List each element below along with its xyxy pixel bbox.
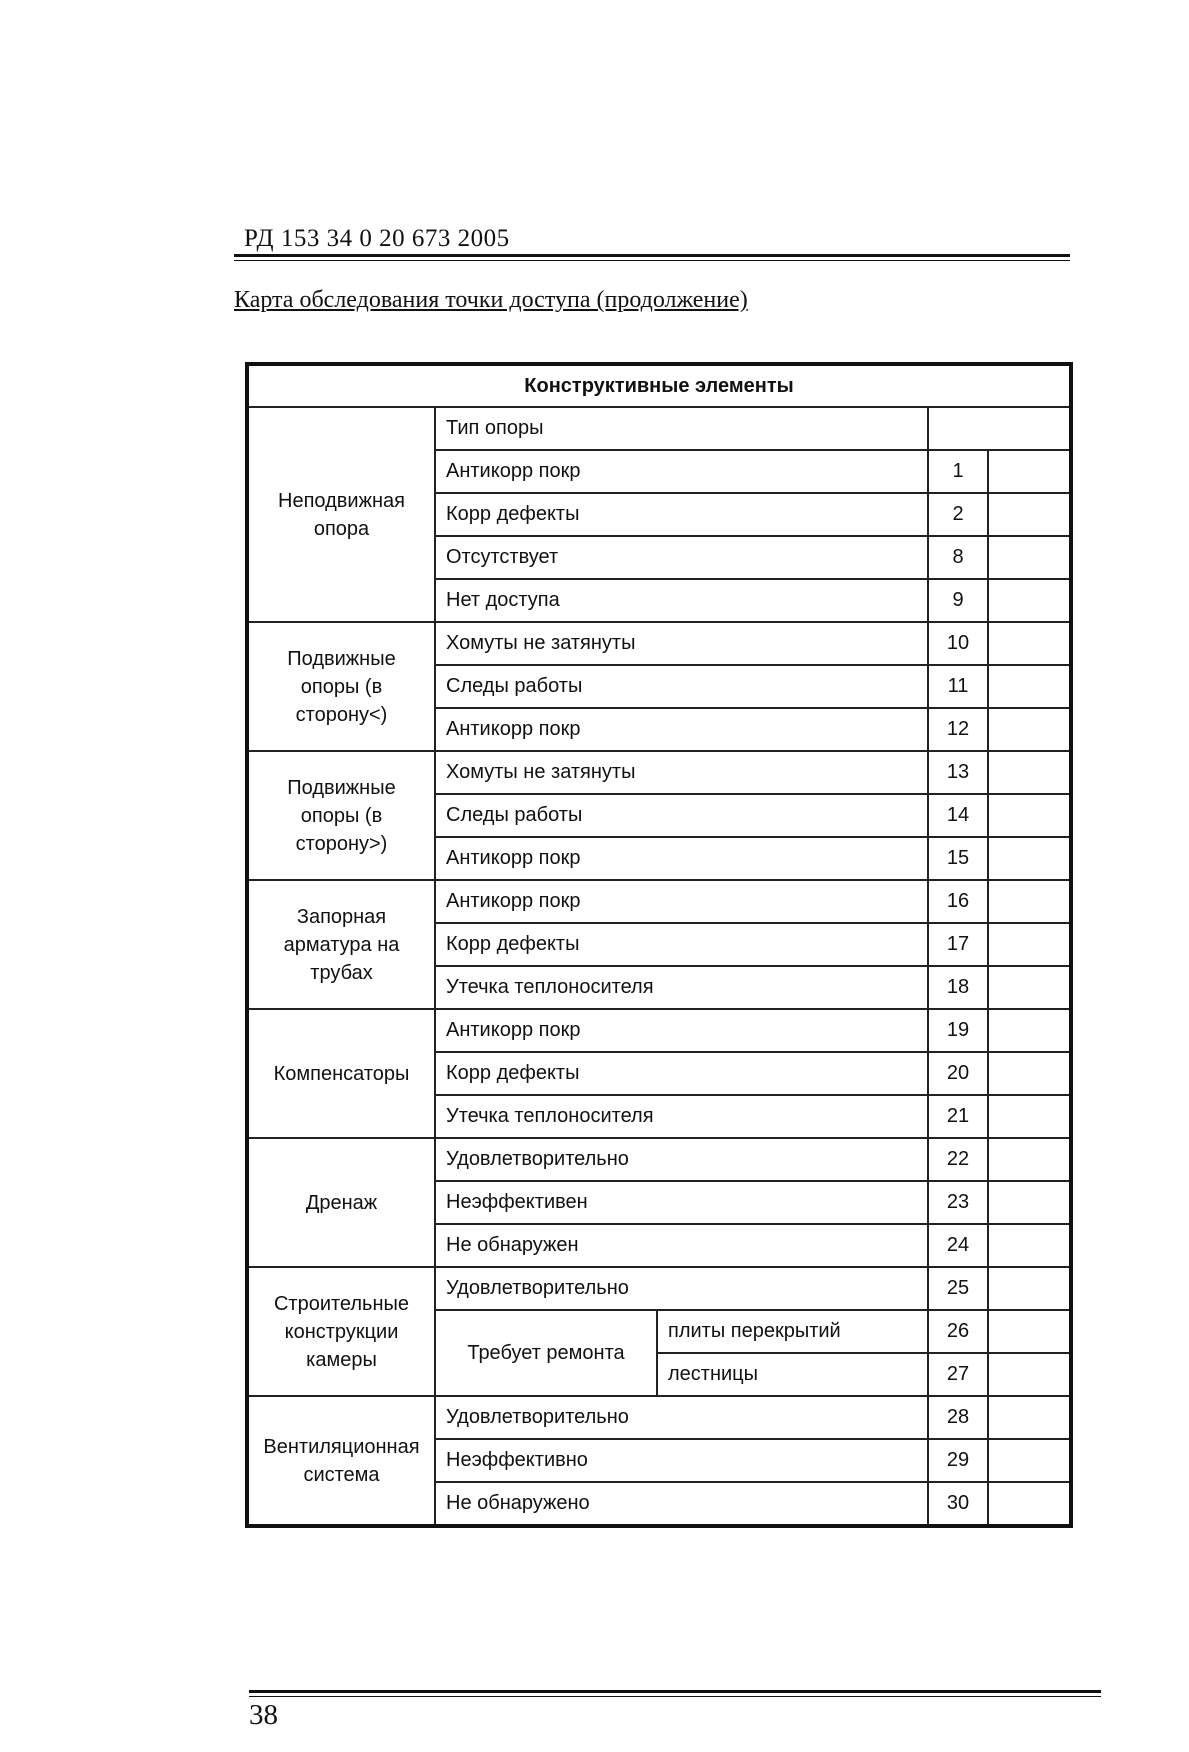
row-label: Утечка теплоносителя	[435, 966, 928, 1009]
row-mark-cell[interactable]	[988, 880, 1071, 923]
table-row	[247, 622, 1071, 665]
table-row	[247, 751, 1071, 794]
group-drainage: Дренаж	[247, 1138, 435, 1267]
row-mark-cell[interactable]	[988, 450, 1071, 493]
row-mark-cell[interactable]	[988, 579, 1071, 622]
table-row	[247, 1396, 1071, 1439]
row-code: 28	[928, 1396, 988, 1439]
row-value-cell[interactable]	[928, 407, 1071, 450]
row-label: Удовлетворительно	[435, 1267, 928, 1310]
row-label: Антикорр покр	[435, 1009, 928, 1052]
row-code: 30	[928, 1482, 988, 1526]
group-ventilation: Вентиляционная система	[247, 1396, 435, 1526]
group-movable-supports-left: Подвижные опоры (в сторону<)	[247, 622, 435, 751]
row-code: 23	[928, 1181, 988, 1224]
row-code: 19	[928, 1009, 988, 1052]
row-mark-cell[interactable]	[988, 708, 1071, 751]
row-code: 10	[928, 622, 988, 665]
group-fixed-support: Неподвижная опора	[247, 407, 435, 622]
header-rule	[234, 254, 1070, 257]
row-label: Следы работы	[435, 794, 928, 837]
row-label: Антикорр покр	[435, 708, 928, 751]
row-code: 26	[928, 1310, 988, 1353]
table-row	[247, 1138, 1071, 1181]
row-label: лестницы	[657, 1353, 928, 1396]
row-mark-cell[interactable]	[988, 1181, 1071, 1224]
row-label: Корр дефекты	[435, 493, 928, 536]
document-code: РД 153 34 0 20 673 2005	[244, 225, 510, 252]
row-label: Неэффективен	[435, 1181, 928, 1224]
row-mark-cell[interactable]	[988, 1353, 1071, 1396]
table-header: Конструктивные элементы	[247, 364, 1071, 407]
table-header-row	[247, 364, 1071, 407]
row-label: Не обнаружено	[435, 1482, 928, 1526]
footer-rule	[249, 1690, 1101, 1693]
row-label: Удовлетворительно	[435, 1138, 928, 1181]
row-code: 20	[928, 1052, 988, 1095]
row-code: 25	[928, 1267, 988, 1310]
row-code: 22	[928, 1138, 988, 1181]
row-label: Отсутствует	[435, 536, 928, 579]
row-code: 13	[928, 751, 988, 794]
row-mark-cell[interactable]	[988, 837, 1071, 880]
footer-rule-thin	[249, 1696, 1101, 1697]
row-label: Антикорр покр	[435, 880, 928, 923]
repair-required-label: Требует ремонта	[435, 1310, 657, 1396]
row-label: Удовлетворительно	[435, 1396, 928, 1439]
row-label: Тип опоры	[435, 407, 928, 450]
row-mark-cell[interactable]	[988, 1310, 1071, 1353]
row-code: 17	[928, 923, 988, 966]
row-mark-cell[interactable]	[988, 794, 1071, 837]
row-label: Неэффективно	[435, 1439, 928, 1482]
table-row	[247, 407, 1071, 450]
row-mark-cell[interactable]	[988, 622, 1071, 665]
row-label: Антикорр покр	[435, 450, 928, 493]
row-label: Корр дефекты	[435, 1052, 928, 1095]
row-code: 21	[928, 1095, 988, 1138]
row-code: 14	[928, 794, 988, 837]
row-code: 27	[928, 1353, 988, 1396]
row-mark-cell[interactable]	[988, 751, 1071, 794]
row-label: Хомуты не затянуты	[435, 751, 928, 794]
group-movable-supports-right: Подвижные опоры (в сторону>)	[247, 751, 435, 880]
row-mark-cell[interactable]	[988, 1482, 1071, 1526]
row-code: 18	[928, 966, 988, 1009]
row-code: 8	[928, 536, 988, 579]
row-mark-cell[interactable]	[988, 1267, 1071, 1310]
row-label: плиты перекрытий	[657, 1310, 928, 1353]
row-mark-cell[interactable]	[988, 1138, 1071, 1181]
row-label: Утечка теплоносителя	[435, 1095, 928, 1138]
row-mark-cell[interactable]	[988, 665, 1071, 708]
row-code: 12	[928, 708, 988, 751]
row-label: Нет доступа	[435, 579, 928, 622]
row-mark-cell[interactable]	[988, 1439, 1071, 1482]
survey-table	[245, 362, 1073, 1528]
group-compensators: Компенсаторы	[247, 1009, 435, 1138]
row-mark-cell[interactable]	[988, 536, 1071, 579]
row-mark-cell[interactable]	[988, 1224, 1071, 1267]
row-code: 24	[928, 1224, 988, 1267]
header-rule-thin	[234, 260, 1070, 261]
table-row	[247, 1267, 1071, 1310]
row-code: 1	[928, 450, 988, 493]
row-code: 11	[928, 665, 988, 708]
row-mark-cell[interactable]	[988, 1052, 1071, 1095]
row-mark-cell[interactable]	[988, 493, 1071, 536]
row-mark-cell[interactable]	[988, 966, 1071, 1009]
row-mark-cell[interactable]	[988, 1095, 1071, 1138]
row-label: Не обнаружен	[435, 1224, 928, 1267]
row-mark-cell[interactable]	[988, 1396, 1071, 1439]
row-code: 16	[928, 880, 988, 923]
page-subtitle: Карта обследования точки доступа (продолжение)	[234, 287, 748, 313]
group-valves: Запорная арматура на трубах	[247, 880, 435, 1009]
row-mark-cell[interactable]	[988, 1009, 1071, 1052]
row-label: Антикорр покр	[435, 837, 928, 880]
row-label: Следы работы	[435, 665, 928, 708]
table-row	[247, 880, 1071, 923]
page-number: 38	[249, 1699, 278, 1731]
row-code: 15	[928, 837, 988, 880]
row-label: Корр дефекты	[435, 923, 928, 966]
row-label: Хомуты не затянуты	[435, 622, 928, 665]
group-building-structures: Строительные конструкции камеры	[247, 1267, 435, 1396]
table-row	[247, 1009, 1071, 1052]
row-code: 29	[928, 1439, 988, 1482]
row-code: 9	[928, 579, 988, 622]
row-mark-cell[interactable]	[988, 923, 1071, 966]
row-code: 2	[928, 493, 988, 536]
